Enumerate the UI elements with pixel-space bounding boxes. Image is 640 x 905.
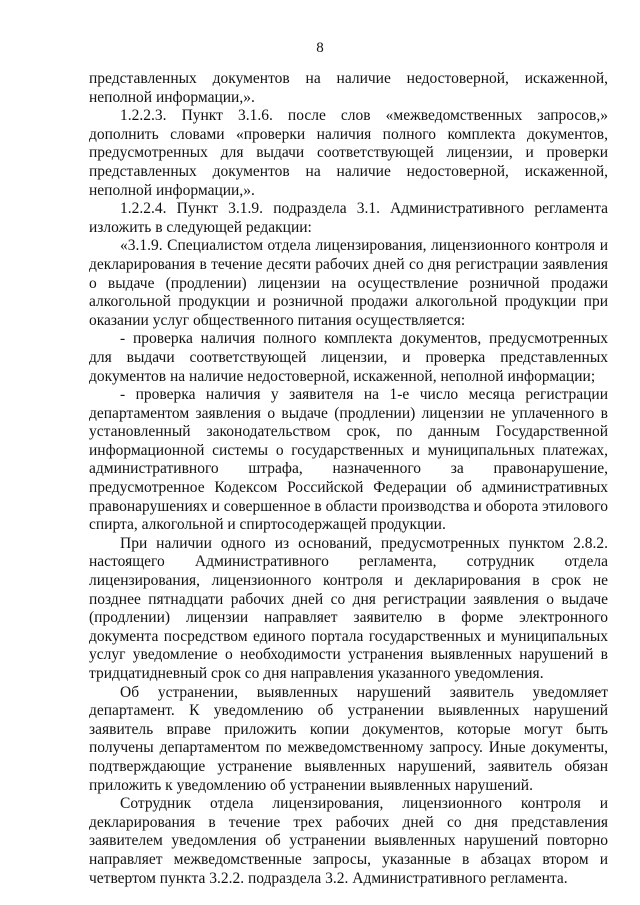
paragraph-1-2-2-3: 1.2.2.3. Пункт 3.1.6. после слов «межведомственных запросов,» дополнить словами «проверки наличия полного комплекта документов, предусмотренных для выдачи соответствующей лицензии, и проверки представленных документов на наличие недостоверной, искаженной, неполной информации,». [89, 107, 608, 199]
page-number: 8 [316, 40, 324, 56]
paragraph-check-documents: - проверка наличия полного комплекта документов, предусмотренных для выдачи соответствующей лицензии, и проверка представленных документов на наличие недостоверной, искаженной, неполной информации; [89, 330, 608, 385]
paragraph-elimination: Об устранении, выявленных нарушений заявитель уведомляет департамент. К уведомлению об устранении выявленных нарушений заявитель вправе приложить копии документов, которые могут быть получены департаментом по межведомственному запросу. Иные документы, подтверждающие устранение выявленных нарушений, заявитель обязан приложить к уведомлению об устранении выявленных нарушений. [89, 683, 608, 794]
document-body [89, 70, 608, 888]
paragraph-repeat-requests: Сотрудник отдела лицензирования, лицензионного контроля и декларирования в течение трех рабочих дней со дня представления заявителем уведомления об устранении выявленных нарушений повторно направляет межведомственные запросы, указанные в абзацах втором и четвертом пункта 3.2.2. подраздела 3.2. Административного регламента. [89, 795, 608, 887]
paragraph-continuation: представленных документов на наличие недостоверной, искаженной, неполной информации,». [89, 70, 608, 106]
paragraph-notification: При наличии одного из оснований, предусмотренных пунктом 2.8.2. настоящего Административного регламента, сотрудник отдела лицензирования, лицензионного контроля и декларирования в срок не позднее пятнадцати рабочих дней со дня регистрации заявления о выдаче (продлении) лицензии направляет заявителю в форме электронного документа посредством единого портала государственных и муниципальных услуг уведомление о необходимости устранения выявленных нарушений в тридцатидневный срок со дня направления указанного уведомления. [89, 534, 608, 682]
paragraph-1-2-2-4: 1.2.2.4. Пункт 3.1.9. подраздела 3.1. Административного регламента изложить в следующей редакции: [89, 200, 608, 236]
paragraph-3-1-9: «3.1.9. Специалистом отдела лицензирования, лицензионного контроля и декларирования в течение десяти рабочих дней со дня регистрации заявления о выдаче (продлении) лицензии на осуществление розничной продажи алкогольной продукции и розничной продажи алкогольной продукции при оказании услуг общественного питания осуществляется: [89, 237, 608, 329]
paragraph-check-fines: - проверка наличия у заявителя на 1-е число месяца регистрации департаментом заявления о выдаче (продлении) лицензии не уплаченного в установленный законодательством срок, по данным Государственной информационной системы о государственных и муниципальных платежах, административного штрафа, назначенного за правонарушение, предусмотренное Кодексом Российской Федерации об административных правонарушениях и совершенное в области производства и оборота этилового спирта, алкогольной и спиртосодержащей продукции. [89, 386, 608, 534]
